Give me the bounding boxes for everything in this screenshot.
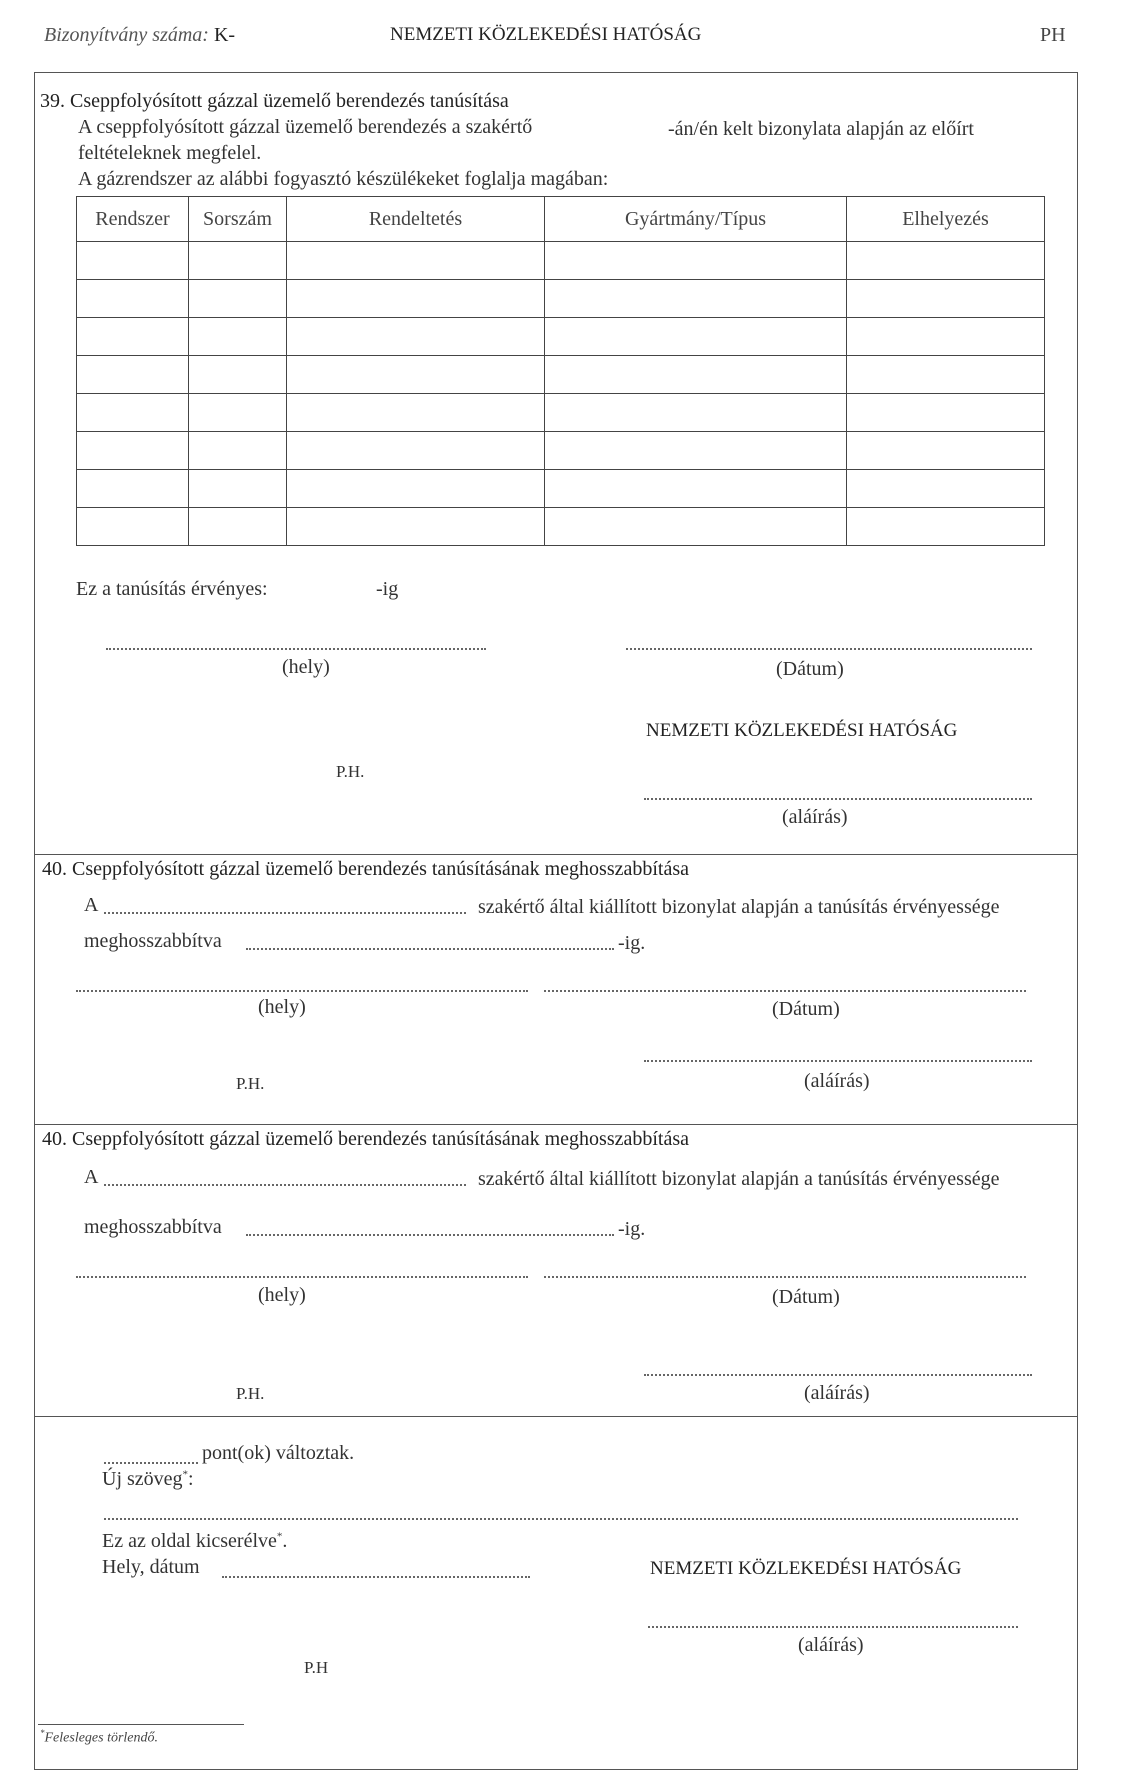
extension-date-line[interactable] — [246, 948, 614, 950]
table-cell[interactable] — [189, 280, 287, 318]
date-line[interactable] — [544, 990, 1026, 992]
section-39-ph: P.H. — [336, 762, 365, 781]
signature-line[interactable] — [644, 1060, 1032, 1062]
new-text-colon: : — [188, 1468, 194, 1490]
section-40b-text-1: szakértő által kiállított bizonylat alapján a tanúsítás érvényessége — [478, 1168, 1000, 1190]
table-cell[interactable] — [189, 242, 287, 280]
header-authority: NEMZETI KÖZLEKEDÉSI HATÓSÁG — [390, 24, 702, 45]
place-line[interactable] — [106, 648, 486, 650]
place-date-line[interactable] — [222, 1576, 530, 1578]
table-cell[interactable] — [287, 394, 545, 432]
table-cell[interactable] — [77, 318, 189, 356]
extension-date-line[interactable] — [246, 1234, 614, 1236]
certificate-number-label — [44, 24, 235, 47]
page-replaced-label — [102, 1530, 287, 1553]
date-line[interactable] — [544, 1276, 1026, 1278]
place-caption: (hely) — [258, 996, 306, 1018]
certificate-number-caption: Bizonyítvány száma: — [44, 24, 209, 46]
column-header-location: Elhelyezés — [847, 197, 1045, 242]
table-cell[interactable] — [77, 508, 189, 546]
table-header-row — [77, 197, 1045, 242]
table-cell[interactable] — [847, 470, 1045, 508]
page-replaced-dot: . — [282, 1530, 288, 1552]
table-cell[interactable] — [545, 242, 847, 280]
footnote-text: Felesleges törlendő. — [44, 1730, 159, 1746]
column-header-serial: Sorszám — [189, 197, 287, 242]
table-cell[interactable] — [545, 356, 847, 394]
table-row — [77, 318, 1045, 356]
signature-line[interactable] — [644, 798, 1032, 800]
date-line[interactable] — [626, 648, 1032, 650]
footnote-mark: * — [182, 1468, 189, 1481]
table-cell[interactable] — [545, 318, 847, 356]
signature-caption: (aláírás) — [804, 1382, 870, 1404]
validity-label: Ez a tanúsítás érvényes: — [76, 578, 268, 600]
section-40a-text-1: szakértő által kiállított bizonylat alapján a tanúsítás érvényessége — [478, 896, 1000, 918]
table-cell[interactable] — [189, 394, 287, 432]
table-cell[interactable] — [847, 242, 1045, 280]
place-caption: (hely) — [282, 656, 330, 678]
expert-line[interactable] — [104, 1184, 466, 1186]
validity-suffix: -ig — [376, 578, 399, 600]
table-cell[interactable] — [287, 318, 545, 356]
signature-line[interactable] — [644, 1374, 1032, 1376]
table-cell[interactable] — [189, 318, 287, 356]
footnote-mark: * — [276, 1530, 283, 1543]
section-40a-ph: P.H. — [236, 1074, 265, 1093]
changes-ph: P.H — [304, 1658, 329, 1677]
column-header-purpose: Rendeltetés — [287, 197, 545, 242]
date-caption: (Dátum) — [772, 998, 840, 1020]
signature-line[interactable] — [648, 1626, 1018, 1628]
table-cell[interactable] — [77, 356, 189, 394]
table-cell[interactable] — [847, 318, 1045, 356]
footnote-mark: * — [40, 1728, 45, 1738]
place-line[interactable] — [76, 1276, 528, 1278]
date-caption: (Dátum) — [772, 1286, 840, 1308]
table-cell[interactable] — [847, 280, 1045, 318]
section-divider — [34, 854, 1078, 855]
table-cell[interactable] — [545, 432, 847, 470]
table-cell[interactable] — [77, 394, 189, 432]
consumer-devices-table — [76, 196, 1045, 546]
section-39-title: 39. Cseppfolyósított gázzal üzemelő berendezés tanúsítása — [40, 90, 509, 112]
date-caption: (Dátum) — [776, 658, 844, 680]
table-cell[interactable] — [847, 508, 1045, 546]
new-text-caption: Új szöveg — [102, 1468, 183, 1490]
table-cell[interactable] — [287, 508, 545, 546]
expert-line[interactable] — [104, 912, 466, 914]
column-header-make-type: Gyártmány/Típus — [545, 197, 847, 242]
table-cell[interactable] — [77, 432, 189, 470]
table-cell[interactable] — [189, 432, 287, 470]
section-39-text-2: feltételeknek megfelel. — [78, 142, 262, 164]
section-40a-text-2b: -ig. — [618, 932, 646, 954]
section-39-text-1a: A cseppfolyósított gázzal üzemelő berendezés a szakértő — [78, 116, 533, 138]
table-cell[interactable] — [189, 508, 287, 546]
new-text-label — [102, 1468, 194, 1491]
table-cell[interactable] — [287, 280, 545, 318]
place-date-label: Hely, dátum — [102, 1556, 200, 1578]
new-text-line[interactable] — [104, 1518, 1018, 1520]
header-ph: PH — [1040, 24, 1066, 46]
table-cell[interactable] — [287, 432, 545, 470]
table-row — [77, 470, 1045, 508]
table-row — [77, 508, 1045, 546]
table-cell[interactable] — [847, 356, 1045, 394]
table-cell[interactable] — [189, 470, 287, 508]
section-40b-ph: P.H. — [236, 1384, 265, 1403]
table-row — [77, 394, 1045, 432]
section-40a-title: 40. Cseppfolyósított gázzal üzemelő berendezés tanúsításának meghosszabbítása — [42, 858, 690, 880]
table-cell[interactable] — [847, 432, 1045, 470]
column-header-system: Rendszer — [77, 197, 189, 242]
table-cell[interactable] — [545, 280, 847, 318]
page-replaced-caption: Ez az oldal kicserélve — [102, 1530, 277, 1552]
section-divider — [34, 1416, 1078, 1417]
section-40b-a: A — [84, 1166, 99, 1188]
table-cell[interactable] — [287, 356, 545, 394]
section-40b-text-2b: -ig. — [618, 1218, 646, 1240]
table-row — [77, 242, 1045, 280]
table-row — [77, 280, 1045, 318]
table-cell[interactable] — [77, 470, 189, 508]
footnote-divider — [38, 1724, 244, 1725]
table-cell[interactable] — [545, 394, 847, 432]
table-cell[interactable] — [545, 470, 847, 508]
place-line[interactable] — [76, 990, 528, 992]
section-40b-title: 40. Cseppfolyósított gázzal üzemelő berendezés tanúsításának meghosszabbítása — [42, 1128, 690, 1150]
place-caption: (hely) — [258, 1284, 306, 1306]
table-cell[interactable] — [847, 394, 1045, 432]
section-40a-text-2: meghosszabbítva — [84, 930, 222, 952]
table-cell[interactable] — [287, 242, 545, 280]
section-40b-text-2: meghosszabbítva — [84, 1216, 222, 1238]
section-divider — [34, 1124, 1078, 1125]
table-cell[interactable] — [77, 280, 189, 318]
signature-caption: (aláírás) — [798, 1634, 864, 1656]
signature-caption: (aláírás) — [804, 1070, 870, 1092]
section-39-authority: NEMZETI KÖZLEKEDÉSI HATÓSÁG — [646, 720, 958, 741]
section-39-text-3: A gázrendszer az alábbi fogyasztó készülékeket foglalja magában: — [78, 168, 609, 190]
section-40a-a: A — [84, 894, 99, 916]
table-row — [77, 356, 1045, 394]
table-cell[interactable] — [77, 242, 189, 280]
section-39-text-1b: -án/én kelt bizonylata alapján az előírt — [668, 118, 974, 140]
table-cell[interactable] — [545, 508, 847, 546]
table-cell[interactable] — [287, 470, 545, 508]
footnote — [40, 1728, 158, 1747]
table-row — [77, 432, 1045, 470]
changes-authority: NEMZETI KÖZLEKEDÉSI HATÓSÁG — [650, 1558, 962, 1579]
changed-points-label: pont(ok) változtak. — [202, 1442, 355, 1464]
changed-points-line[interactable] — [104, 1462, 198, 1464]
certificate-number-prefix: K- — [213, 24, 236, 46]
signature-caption: (aláírás) — [782, 806, 848, 828]
table-cell[interactable] — [189, 356, 287, 394]
